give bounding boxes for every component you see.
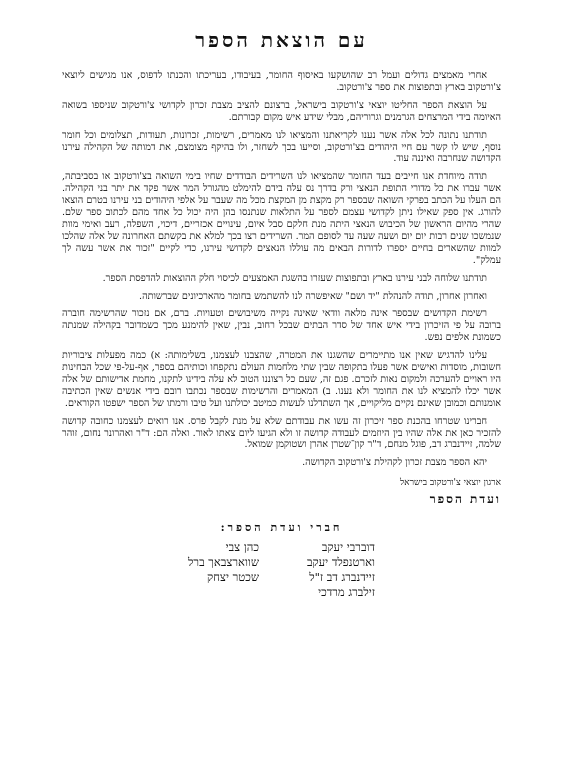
- paragraph: עלינו להדגיש שאין אנו מתיימרים שהשגנו את המטרה, שהצבנו לעצמנו, בשלימותה: א) כמה מפעלות ציבוריות חשובות, מוסדות ואישים אשר פעלו בתקופה שבין שתי מלחמות העולם נתקפחו וכותיהם בספר, אף-על-פי שכל הבחינות היו ראויים להערכה ולמקום נאות לזכרם. פגם זה, שעם כל רצוננו הטוב לא עלה בידינו לתקנו, מחמת אדישותם של אלה אשר יכלו להמציא לנו את החומר ולא נענו. ב) המאמרים והרשימות שבספר נכתבו רובם בידי אנשים שאין הכתיבה אומנותם וכמובן שאינם נקיים מליקויים, אך השתדלנו לעשות כמיטב יכולתנו ועל טיבו ורמתו של הספר ישפטו הקוראים.: [62, 350, 501, 409]
- paragraph: תודה מיוחדת אנו חייבים בעד החומר שהמציאו לנו השרידים הבודדים שחיו בימי השואה בצ'ורטקוב או בסביבתה, אשר עברו את כל מדורי התופת הנאצי ורק בדרך נס עלה בידם להימלט מהגורל המר אשר פקד את יתר בני הקהילה. הם העלו על הכתב בפרקי השואה שבספר רק מקצת מן המקצת מכל מה שעבר על אלפי היהודים בני עירנו בטרם הוצאו להורג. אין ספק שאילו ניתן לקדושי עצמם לספר על התלאות שנתנסו בהן היה יכול כל אחד מהם לכתוב ספר שלם. שהרי מהיום הראשון של הכיבוש הנאצי היתה מנת חלקם סבל איום, עינויים אכזריים, דיכוי, השפלה, רעב ואימי מוות שנמשכו שנים רבות יום יום ושעה שעה עד לסופם המר. השרידים רצו בכך למלא את בקשתם האחרונה של אלה שהלכו למוות שהשארים בחיים יספרו לדורות הבאים מה עוללו הנאצים לקדושי עירנו, כדי לקיים "זכור את אשר עשה לך עמלק".: [62, 171, 501, 266]
- members-title: חברי ועדת הספר:: [220, 521, 343, 535]
- members-column-left: [188, 540, 259, 600]
- paragraph: יהא הספר מצבת זכרון לקהילת צ'ורטקוב הקדושה.: [302, 457, 487, 469]
- paragraph: חברינו שטרחו בהכנת ספר זיכרון זה עשו את עבודתם שלא על מנת לקבל פרס. אנו רואים לעצמנו כחובה קדושה להזכיר כאן את אלה שהיו בין היוזמים לעבודה קדושה זו ולא הגיעו ליום צאתו לאור. ואלה הם: ד"ר ואהרונר נחום, זוהר שלמה, זיידנברג דב, פוגל מנחם, ד"ר קון־שטרן אהרן ושטוקמן שמואל.: [62, 415, 501, 451]
- member-name: זיידנברג דב ז"ל: [309, 570, 375, 585]
- member-name: שכטר יצחק: [206, 570, 259, 585]
- member-name: וארטנפלד יעקב: [306, 555, 375, 570]
- paragraph: רשימת הקדושים שבספר אינה מלאה וודאי שאינה נקייה משיבושים וטעויות. ברם, אם נזכור שהרשימה חוברה ברובה על פי הזיכרון בידי איש אחד של סדר הבתים שבכל רחוב, נבין, שאין להימנע מכך כשמדובר בקהילה שמנתה כשמונת אלפים נפש.: [62, 308, 501, 344]
- member-name: כהן צבי: [225, 540, 259, 555]
- signature-org: ארגון יוצאי צ'ורטקוב בישראל: [399, 478, 501, 489]
- signature-block: [62, 477, 501, 507]
- member-name: שווארצבאך ברל: [188, 555, 259, 570]
- document-title: עם הוצאת הספר: [195, 28, 368, 52]
- paragraph: ואחרון אחרון, תודה להנהלת "יד ושם" שאיפשרה לנו להשתמש בחומר מהארכיונים שברשותה.: [139, 290, 487, 302]
- paragraph: תודתנו נתונה לכל אלה אשר נענו לקריאתנו והמציאו לנו מאמרים, רשימות, זכרונות, תעודות, תצלומים וכל חומר נוסף, שיש לו קשר עם חיי היהודים בצ'ורטקוב, וסייעו בכך לשחזר, ולו בהיקף מצומצם, את דמותה של הקהילה עירנו הקדושה שנחרבה ואיננה עוד.: [62, 129, 501, 165]
- paragraph: על הוצאת הספר החליטו יוצאי צ'ורטקוב בישראל, ברצונם להציב מצבת זכרון לקדושי צ'ורטקוב שניספו בשואה האיומה בידי המרצחים הגרמנים וגרוריהם, מבלי שידע איש מקום קבורתם.: [62, 99, 501, 123]
- signature-committee: ועדת הספר: [429, 492, 501, 507]
- members-column-right: [307, 540, 375, 600]
- member-name: דוברבי יעקב: [321, 540, 375, 555]
- paragraph: אחרי מאמצים גדולים ועמל רב שהושקעו באיסוף החומר, בעיבודו, בעריכתו והכנתו לדפוס, אנו מגישים ליוצאי צ'ורטקוב בארץ ובתפוצות את ספר צ'ורטקוב.: [62, 70, 501, 93]
- members-list: [62, 540, 501, 600]
- paragraph: תודתנו שלוחה לבני עירנו בארץ ובתפוצות שעזרו בהשגת האמצעים לכיסוי חלק ההוצאות להדפסת הספר.: [102, 272, 487, 284]
- member-name: זילברג מרדכי: [318, 585, 375, 600]
- document-body: [62, 70, 501, 469]
